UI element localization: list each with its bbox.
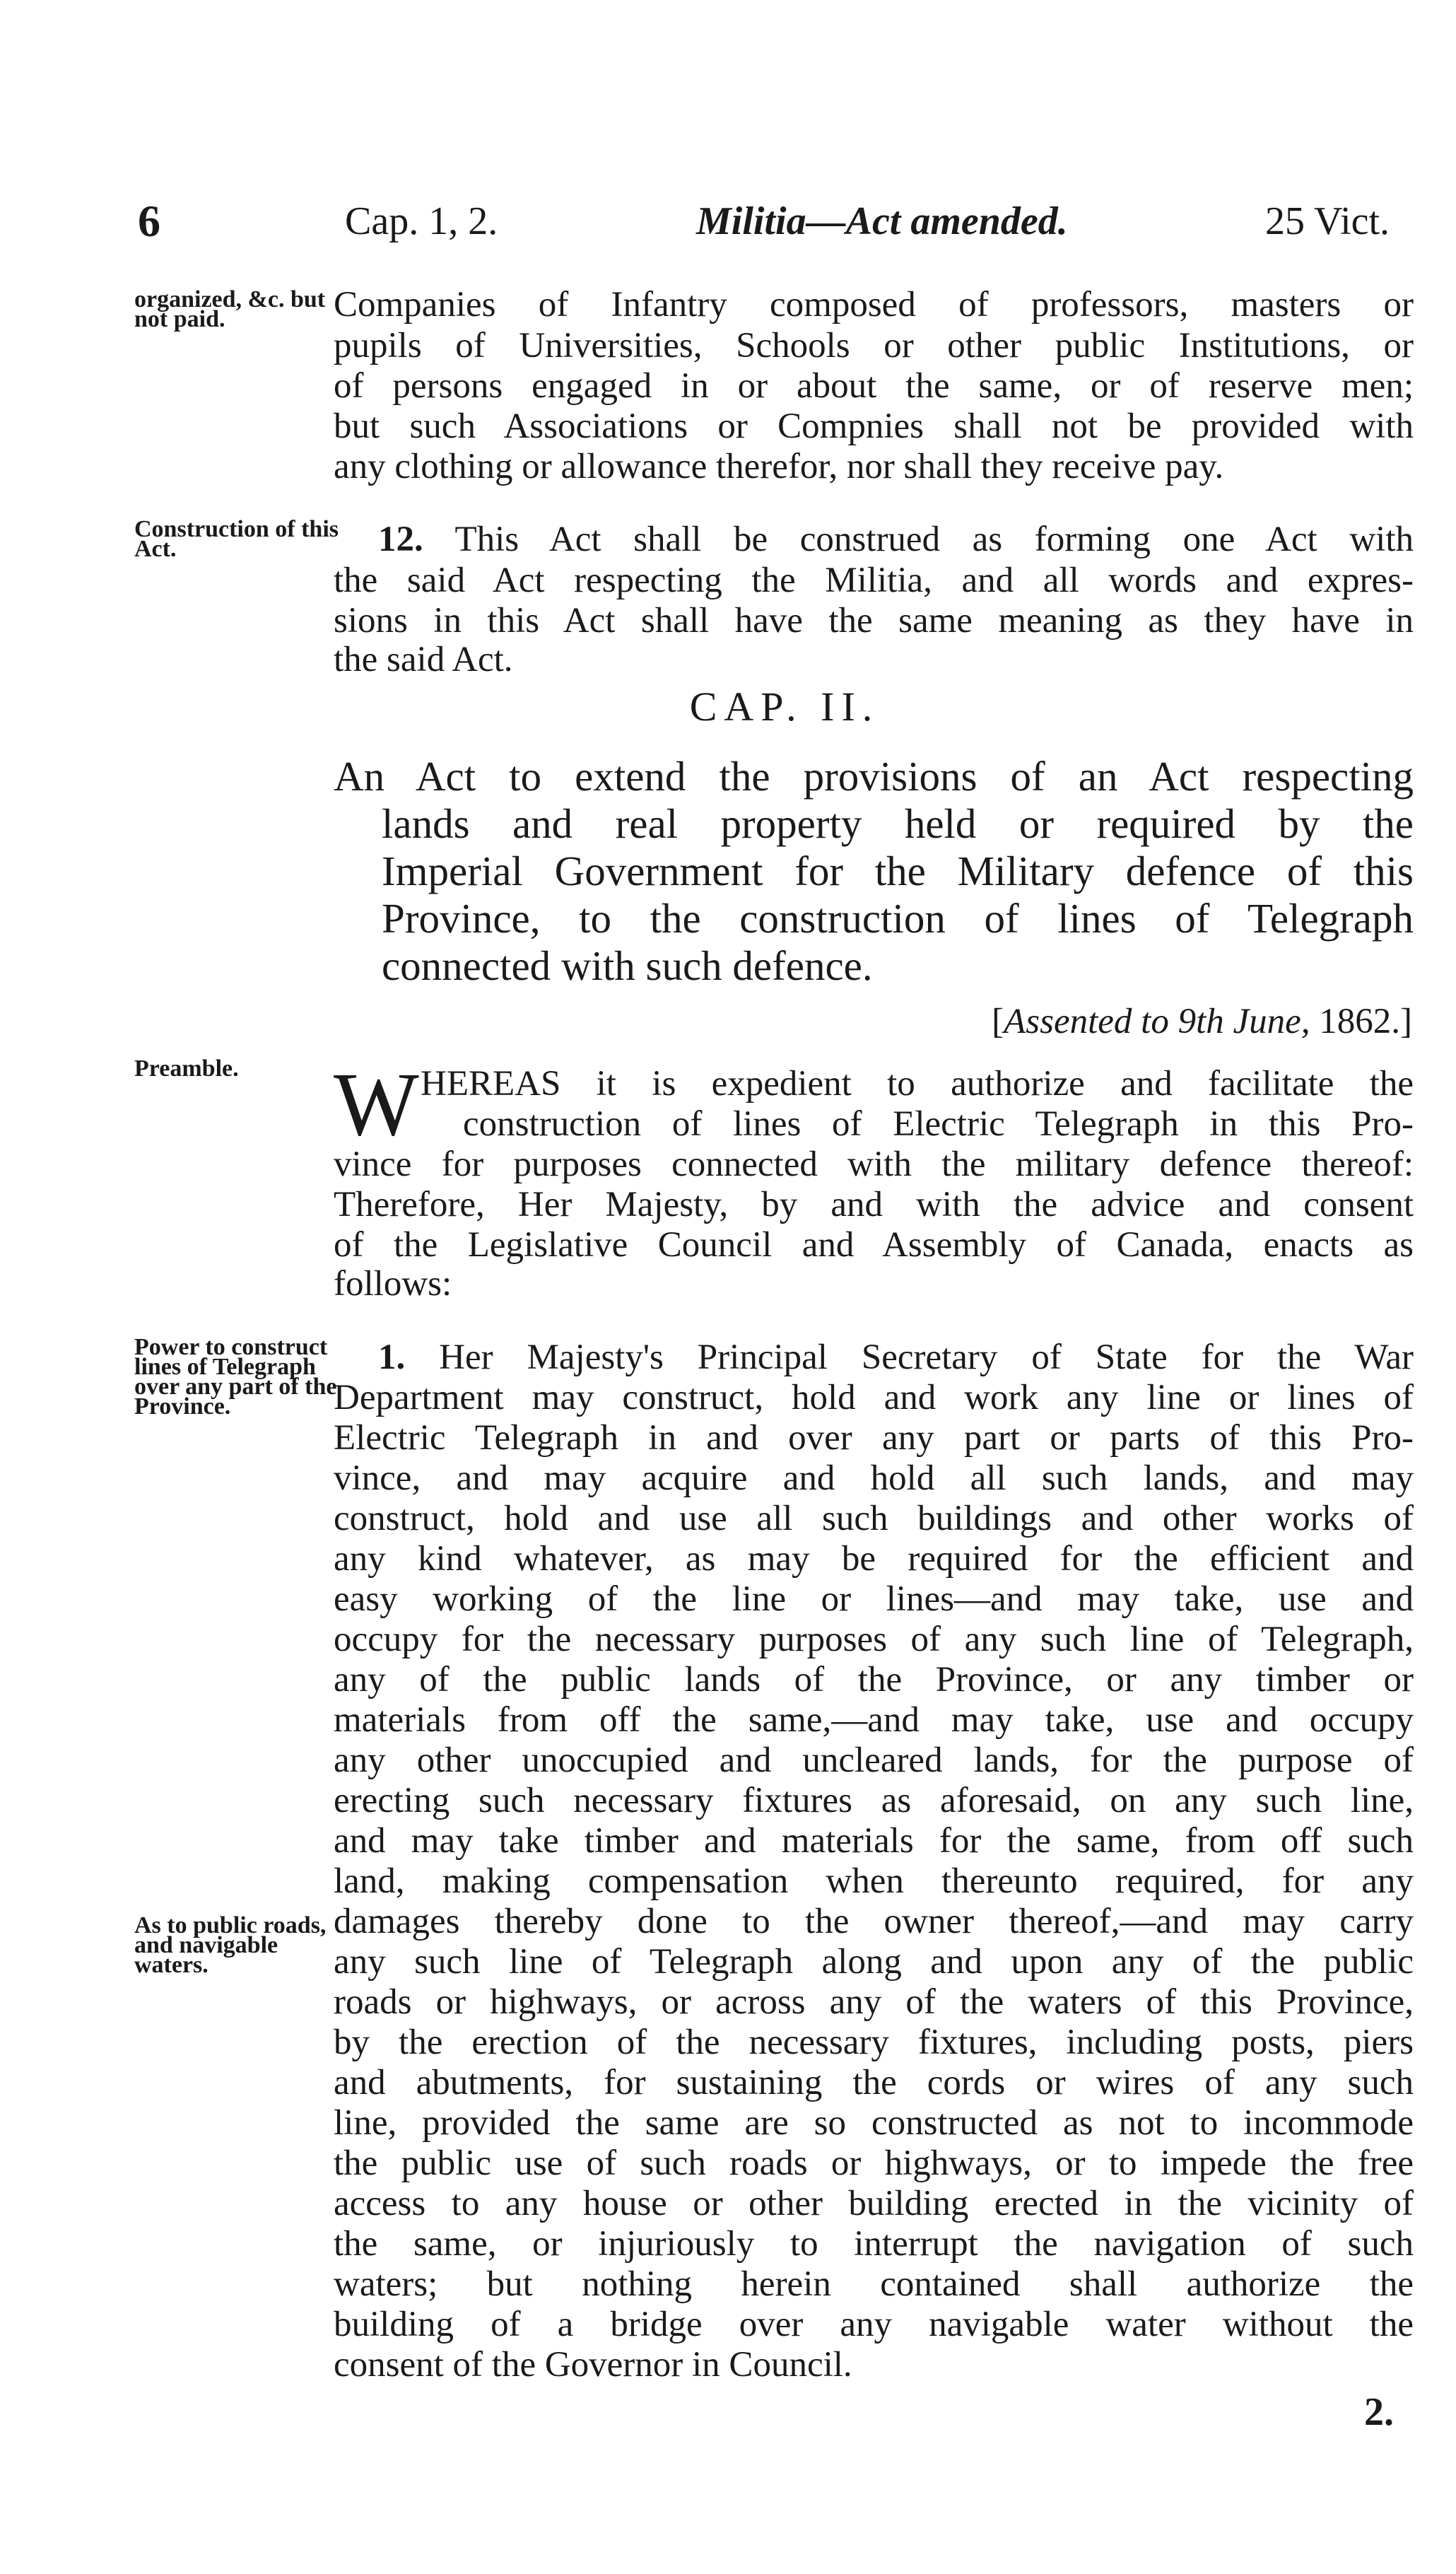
text-line: any clothing or allowance therefor, nor shall they receive pay. (334, 447, 1224, 486)
text-line: land, making compensation when thereunto required, for any (334, 1861, 1414, 1901)
text-line: the public use of such roads or highways, or to impede the free (334, 2143, 1414, 2183)
margin-note-preamble: Preamble. (134, 1055, 239, 1082)
text-line: pupils of Universities, Schools or other public Institutions, or (334, 326, 1414, 365)
text-line: construction of lines of Electric Telegraph in this Pro- (463, 1104, 1414, 1144)
section-number: 12. (378, 520, 423, 559)
act-title-line: Imperial Government for the Military defence of this (382, 848, 1414, 894)
assent-date: [Assented to 9th June, 1862.] (992, 1002, 1412, 1041)
text-line: Department may construct, hold and work any line or lines of (334, 1378, 1414, 1417)
text-line: damages thereby done to the owner thereof,—and may carry (334, 1902, 1414, 1941)
text-line: construct, hold and use all such buildings and other works of (334, 1499, 1414, 1538)
chapter-reference: Cap. 1, 2. (345, 199, 498, 243)
section-number: 1. (378, 1338, 406, 1377)
text-line: the said Act respecting the Militia, and all words and expres- (334, 561, 1414, 600)
text-line: any other unoccupied and uncleared lands, for the purpose of (334, 1741, 1414, 1780)
act-title-line: Province, to the construction of lines of Telegraph (382, 895, 1414, 942)
text-line: erecting such necessary fixtures as aforesaid, on any such line, (334, 1781, 1414, 1820)
text-line: any kind whatever, as may be required for the efficient and (334, 1539, 1414, 1579)
act-title-line: An Act to extend the provisions of an Act respecting (334, 753, 1414, 800)
margin-note-roads: As to public roads, and navigable waters. (134, 1912, 327, 1978)
text-line: vince for purposes connected with the military defence thereof: (334, 1145, 1414, 1184)
text-line: of persons engaged in or about the same, or of reserve men; (334, 366, 1414, 406)
text-line: Therefore, Her Majesty, by and with the advice and consent (334, 1185, 1414, 1224)
text-line: waters; but nothing herein contained shall authorize the (334, 2264, 1414, 2304)
text-line: line, provided the same are so constructed as not to incommode (334, 2103, 1414, 2143)
text-line: vince, and may acquire and hold all such lands, and may (334, 1458, 1414, 1498)
catchword: 2. (1364, 2390, 1394, 2434)
text-line: but such Associations or Compnies shall not be provided with (334, 406, 1414, 446)
text-line: materials from off the same,—and may take, use and occupy (334, 1700, 1414, 1740)
text-line: by the erection of the necessary fixtures, including posts, piers (334, 2023, 1414, 2062)
text-line: sions in this Act shall have the same meaning as they have in (334, 601, 1414, 640)
text-line: Electric Telegraph in and over any part or parts of this Pro- (334, 1418, 1414, 1458)
text-line: any of the public lands of the Province, or any timber or (334, 1660, 1414, 1700)
text-line: the said Act. (334, 640, 513, 679)
text-line: roads or highways, or across any of the waters of this Province, (334, 1982, 1414, 2022)
text-line: and may take timber and materials for the same, from off such (334, 1821, 1414, 1861)
margin-note-construction: Construction of this Act. (134, 516, 339, 562)
regnal-year: 25 Vict. (1265, 199, 1390, 243)
running-title: Militia—Act amended. (696, 199, 1068, 243)
margin-note-organized: organized, &c. but not paid. (134, 286, 326, 332)
text-line: consent of the Governor in Council. (334, 2345, 852, 2385)
text-line: follows: (334, 1264, 452, 1304)
text-line: any such line of Telegraph along and upon any of the public (334, 1942, 1414, 1982)
text-line: building of a bridge over any navigable water without the (334, 2305, 1414, 2344)
text-line: easy working of the line or lines—and may take, use and (334, 1579, 1414, 1619)
text-line: and abutments, for sustaining the cords or wires of any such (334, 2063, 1414, 2102)
section-12-first-line: 12. This Act shall be construed as forming one Act with (378, 520, 1414, 559)
text-line: access to any house or other building erected in the vicinity of (334, 2184, 1414, 2223)
text-line: occupy for the necessary purposes of any such line of Telegraph, (334, 1620, 1414, 1659)
page-number: 6 (138, 196, 160, 246)
text-line: HEREAS it is expedient to authorize and facilitate the (421, 1064, 1414, 1104)
drop-cap: W (334, 1054, 419, 1154)
text-line: of the Legislative Council and Assembly of Canada, enacts as (334, 1225, 1414, 1265)
margin-note-power: Power to construct lines of Telegraph over any part of the Province. (134, 1334, 337, 1420)
text-line: Companies of Infantry composed of professors, masters or (334, 285, 1414, 324)
act-title-line: lands and real property held or required by the (382, 800, 1414, 847)
section-1-first-line: 1. Her Majesty's Principal Secretary of State for the War (378, 1338, 1414, 1377)
act-title-line: connected with such defence. (382, 942, 873, 989)
text-line: the same, or injuriously to interrupt the navigation of such (334, 2224, 1414, 2264)
chapter-heading: CAP. II. (689, 684, 880, 730)
